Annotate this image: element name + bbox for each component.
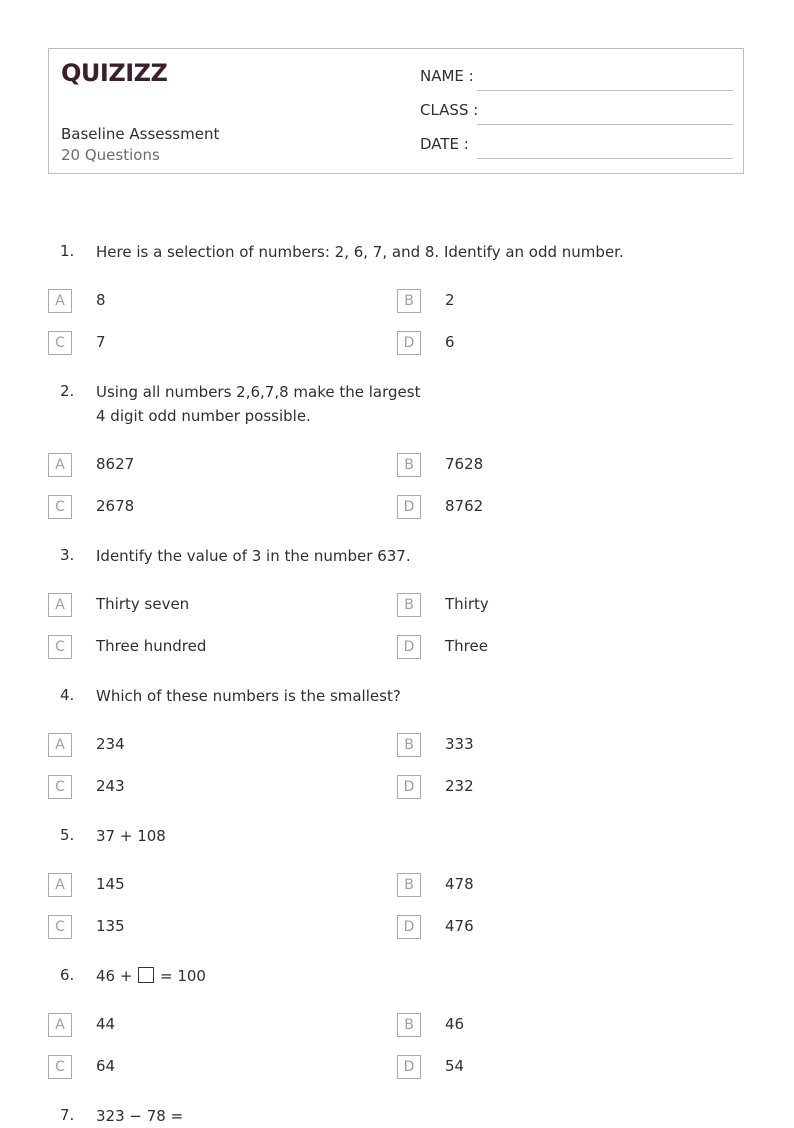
- question-number: 7.: [60, 1106, 75, 1124]
- option-text: 234: [96, 735, 125, 753]
- quizizz-logo: QUIZIZZ: [61, 59, 168, 87]
- option-text: 8627: [96, 455, 135, 473]
- option-letter-box: D: [397, 331, 421, 355]
- option-text: 44: [96, 1015, 116, 1033]
- option-letter-box: C: [48, 915, 72, 939]
- question-text: Which of these numbers is the smallest?: [96, 687, 401, 705]
- option-text: 8: [96, 291, 106, 309]
- option-letter-box: B: [397, 289, 421, 313]
- option-text: 232: [445, 777, 474, 795]
- option-letter-box: B: [397, 1013, 421, 1037]
- option-text: 8762: [445, 497, 484, 515]
- option-text: 145: [96, 875, 125, 893]
- question-number: 5.: [60, 826, 75, 844]
- question-text: 323 − 78 =: [96, 1107, 184, 1125]
- class-line[interactable]: [477, 124, 733, 125]
- option-text: 7628: [445, 455, 484, 473]
- name-label: NAME :: [420, 67, 474, 85]
- worksheet-header: [48, 48, 744, 174]
- option-text: Thirty: [445, 595, 489, 613]
- option-letter-box: B: [397, 453, 421, 477]
- option-letter-box: C: [48, 635, 72, 659]
- option-letter-box: A: [48, 289, 72, 313]
- option-letter-box: A: [48, 873, 72, 897]
- date-field[interactable]: [420, 135, 733, 159]
- option-text: 243: [96, 777, 125, 795]
- option-letter-box: D: [397, 775, 421, 799]
- option-text: 7: [96, 333, 106, 351]
- option-text: 2678: [96, 497, 135, 515]
- option-letter-box: A: [48, 453, 72, 477]
- name-field[interactable]: [420, 67, 733, 91]
- option-text: 478: [445, 875, 474, 893]
- option-letter-box: D: [397, 635, 421, 659]
- question-text-line-1: Using all numbers 2,6,7,8 make the largest: [96, 383, 421, 401]
- name-line[interactable]: [477, 90, 733, 91]
- question-text: Identify the value of 3 in the number 637.: [96, 547, 411, 565]
- option-letter-box: C: [48, 775, 72, 799]
- equation-right: = 100: [160, 967, 206, 985]
- option-text: 2: [445, 291, 455, 309]
- question-number: 1.: [60, 242, 75, 260]
- option-letter-box: B: [397, 733, 421, 757]
- question-number: 6.: [60, 966, 75, 984]
- question-text: [96, 964, 206, 988]
- option-text: Thirty seven: [96, 595, 190, 613]
- option-letter-box: A: [48, 593, 72, 617]
- worksheet-title: Baseline Assessment: [61, 125, 220, 143]
- option-text: Three: [445, 637, 488, 655]
- option-text: 6: [445, 333, 455, 351]
- question-number: 4.: [60, 686, 75, 704]
- date-label: DATE :: [420, 135, 469, 153]
- class-label: CLASS :: [420, 101, 479, 119]
- option-text: 46: [445, 1015, 465, 1033]
- question-number: 2.: [60, 382, 75, 400]
- option-letter-box: A: [48, 1013, 72, 1037]
- option-text: 333: [445, 735, 474, 753]
- option-text: 54: [445, 1057, 465, 1075]
- question-number: 3.: [60, 546, 75, 564]
- option-text: 64: [96, 1057, 116, 1075]
- option-letter-box: C: [48, 495, 72, 519]
- date-line[interactable]: [477, 158, 733, 159]
- option-letter-box: B: [397, 593, 421, 617]
- option-letter-box: C: [48, 331, 72, 355]
- question-count: 20 Questions: [61, 146, 160, 164]
- blank-square-icon: [138, 967, 154, 983]
- option-letter-box: D: [397, 915, 421, 939]
- equation-left: 46 +: [96, 967, 133, 985]
- class-field[interactable]: [420, 101, 733, 125]
- option-letter-box: B: [397, 873, 421, 897]
- option-letter-box: A: [48, 733, 72, 757]
- option-text: 476: [445, 917, 474, 935]
- option-text: 135: [96, 917, 125, 935]
- question-text-line-2: 4 digit odd number possible.: [96, 407, 311, 425]
- option-letter-box: D: [397, 495, 421, 519]
- option-letter-box: D: [397, 1055, 421, 1079]
- option-letter-box: C: [48, 1055, 72, 1079]
- question-text: Here is a selection of numbers: 2, 6, 7, and 8. Identify an odd number.: [96, 243, 624, 261]
- question-text: 37 + 108: [96, 827, 166, 845]
- option-text: Three hundred: [96, 637, 207, 655]
